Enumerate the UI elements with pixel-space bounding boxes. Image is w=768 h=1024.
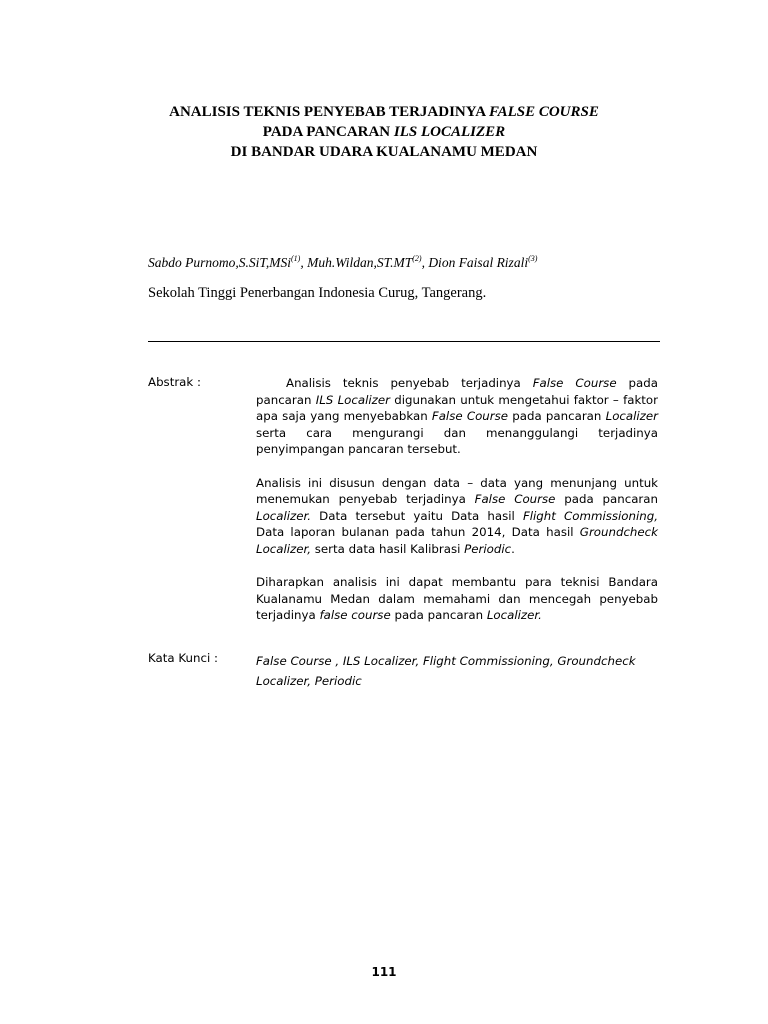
paper-title [0,102,768,162]
page-number: 111 [371,965,397,979]
abstract-text: pada pancaran [390,608,487,622]
abstract-italic-term: False Course [532,376,617,390]
abstract-italic-term: Groundcheck Localizer, [256,525,658,556]
abstract-text: pada pancaran [508,409,606,423]
author-name: Sabdo Purnomo,S.SiT,MSi [148,255,292,270]
keywords-text: False Course , ILS Localizer, Flight Commissioning, Groundcheck Localizer, Periodic [256,654,636,688]
abstract-italic-term: Flight Commissioning, [522,508,658,523]
abstract-italic-term: false course [319,608,391,622]
abstract-paragraph [256,574,658,624]
abstract-label: Abstrak : [148,375,201,389]
title-line-1-text: ANALISIS TEKNIS PENYEBAB TERJADINYA [169,104,489,120]
abstract-italic-term: False Course [431,409,509,423]
abstract-italic-term: Localizer. [486,608,542,622]
abstract-text: serta cara mengurangi dan menanggulangi terjadinya penyimpangan pancaran tersebut. [256,425,658,456]
author-affiliation-mark: (3) [528,254,538,263]
author-name: Muh.Wildan,ST.MT [307,255,413,270]
author-affiliation-mark: (1) [291,254,301,263]
author-list [148,254,537,271]
abstract-italic-term: Periodic [464,541,512,556]
title-line-3: DI BANDAR UDARA KUALANAMU MEDAN [230,144,538,160]
abstract-italic-term: False Course [474,492,556,506]
abstract-text: Data laporan bulanan pada tahun 2014, Data hasil [256,525,580,539]
title-line-2-text: PADA PANCARAN [262,124,394,140]
horizontal-rule [148,341,660,342]
author-separator: , [300,255,308,270]
title-line-2-italic: ILS LOCALIZER [393,124,506,140]
abstract-text: digunakan untuk mengetahui faktor – faktor apa saja yang menyebabkan [256,392,659,423]
abstract-text: Data tersebut yaitu Data hasil [311,508,523,523]
title-line-2 [0,122,768,142]
abstract-paragraph [256,475,658,558]
abstract-text: pada pancaran [555,492,658,506]
abstract-text: . [511,541,515,556]
abstract-text: Analisis teknis penyebab terjadinya [286,376,533,390]
abstract-paragraph [256,375,658,458]
abstract-italic-term: Localizer. [256,508,312,523]
author-affiliation-mark: (2) [412,254,422,263]
abstract-text: pada pancaran [256,376,658,407]
author-name: Dion Faisal Rizali [428,255,529,270]
abstract-body [256,375,658,641]
title-line-1-italic: FALSE COURSE [488,104,599,120]
affiliation: Sekolah Tinggi Penerbangan Indonesia Curug, Tangerang. [148,285,487,301]
abstract-text: Analisis ini disusun dengan data – data yang menunjang untuk menemukan penyebab terjadinya [256,475,658,506]
abstract-italic-term: Localizer [605,409,658,423]
title-line-1 [0,102,768,122]
abstract-text: Diharapkan analisis ini dapat membantu para teknisi Bandara Kualanamu Medan dalam memahami dan mencegah penyebab terjadinya [256,575,658,622]
author-separator: , [421,255,429,270]
abstract-text: serta data hasil Kalibrasi [311,541,465,556]
keywords-label: Kata Kunci : [148,651,218,665]
abstract-italic-term: ILS Localizer [315,392,390,407]
